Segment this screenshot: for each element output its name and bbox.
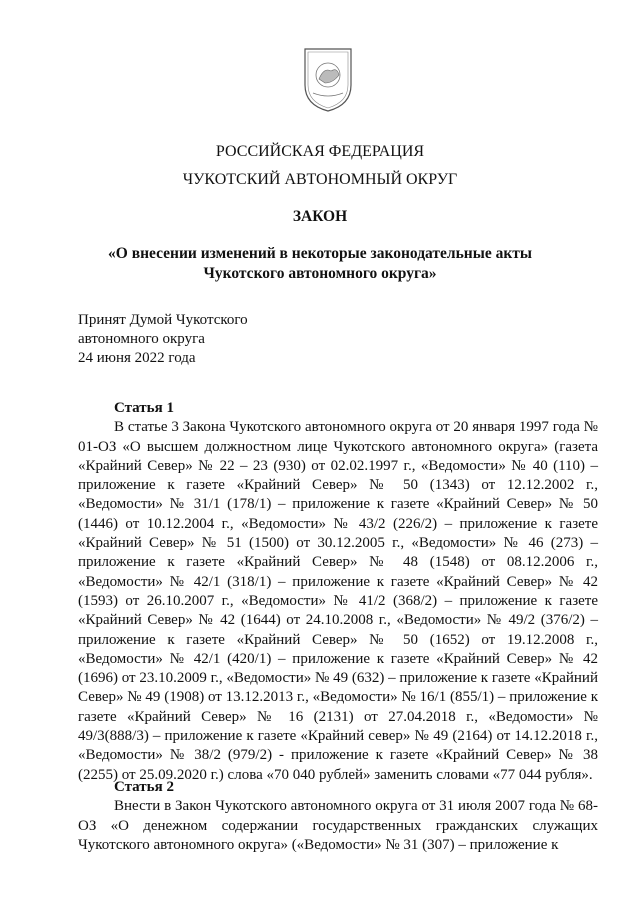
article-1-heading: Статья 1 (114, 400, 174, 416)
adoption-note (78, 311, 248, 368)
article-2 (78, 778, 598, 855)
article-1-body: В статье 3 Закона Чукотского автономного округа от 20 января 1997 года № 01-ОЗ «О высшем должностном лице Чукотского автономного округа» (газета «Крайний Север» № 22 – 23 (930) от 02.02.1997 г., «Ведомости» № 40 (110) – приложение к газете «Крайний Север» № 50 (1343) от 12.12.2002 г., «Ведомости» № 31/1 (178/1) – приложение к газете «Крайний Север» № 50 (1446) от 10.12.2004 г., «Ведомости» № 43/2 (226/2) – приложение к газете «Крайний Север» № 51 (1500) от 30.12.2005 г., «Ведомости» № 46 (273) – приложение к газете «Крайний Север» № 48 (1548) от 08.12.2006 г., «Ведомости» № 42/1 (318/1) – приложение к газете «Крайний Север» № 42 (1593) от 26.10.2007 г., «Ведомости» № 41/2 (368/2) – приложение к газете «Крайний Север» № 42 (1644) от 24.10.2008 г., «Ведомости» № 49/2 (376/2) – приложение к газете «Крайний Север» № 50 (1652) от 19.12.2008 г., «Ведомости» № 42/1 (420/1) – приложение к газете «Крайний Север» № 42 (1696) от 23.10.2009 г., «Ведомости» № 49 (632) – приложение к газете «Крайний Север» № 49 (1908) от 13.12.2013 г., «Ведомости» № 16/1 (855/1) – приложение к газете «Крайний Север» № 16 (2131) от 27.04.2018 г., «Ведомости» № 49/3(888/3) – приложение к газете «Крайний север» № 49 (2164) от 14.12.2018 г., «Ведомости» № 38/2 (979/2) - приложение к газете «Крайний Север» № 38 (2255) от 25.09.2020 г.) слова «70 040 рублей» заменить словами «77 044 рубля». (78, 419, 598, 783)
adoption-line-2: автономного округа (78, 331, 205, 347)
article-2-body: Внести в Закон Чукотского автономного округа от 31 июля 2007 года № 68-ОЗ «О денежном содержании государственных гражданских служащих Чукотского автономного округа» («Ведомости» № 31 (307) – приложение к (78, 798, 598, 853)
article-1 (78, 399, 598, 785)
law-title-line-2: Чукотского автономного округа» (203, 265, 437, 282)
adoption-date: 24 июня 2022 года (78, 350, 196, 366)
country-heading: РОССИЙСКАЯ ФЕДЕРАЦИЯ (215, 143, 425, 160)
coat-of-arms-emblem (299, 45, 357, 113)
document-type-heading: ЗАКОН (292, 208, 348, 225)
article-2-heading: Статья 2 (114, 779, 174, 795)
adoption-line-1: Принят Думой Чукотского (78, 312, 248, 328)
region-heading: ЧУКОТСКИЙ АВТОНОМНЫЙ ОКРУГ (182, 171, 458, 188)
law-title (0, 244, 640, 284)
law-title-line-1: «О внесении изменений в некоторые законодательные акты (108, 245, 532, 262)
